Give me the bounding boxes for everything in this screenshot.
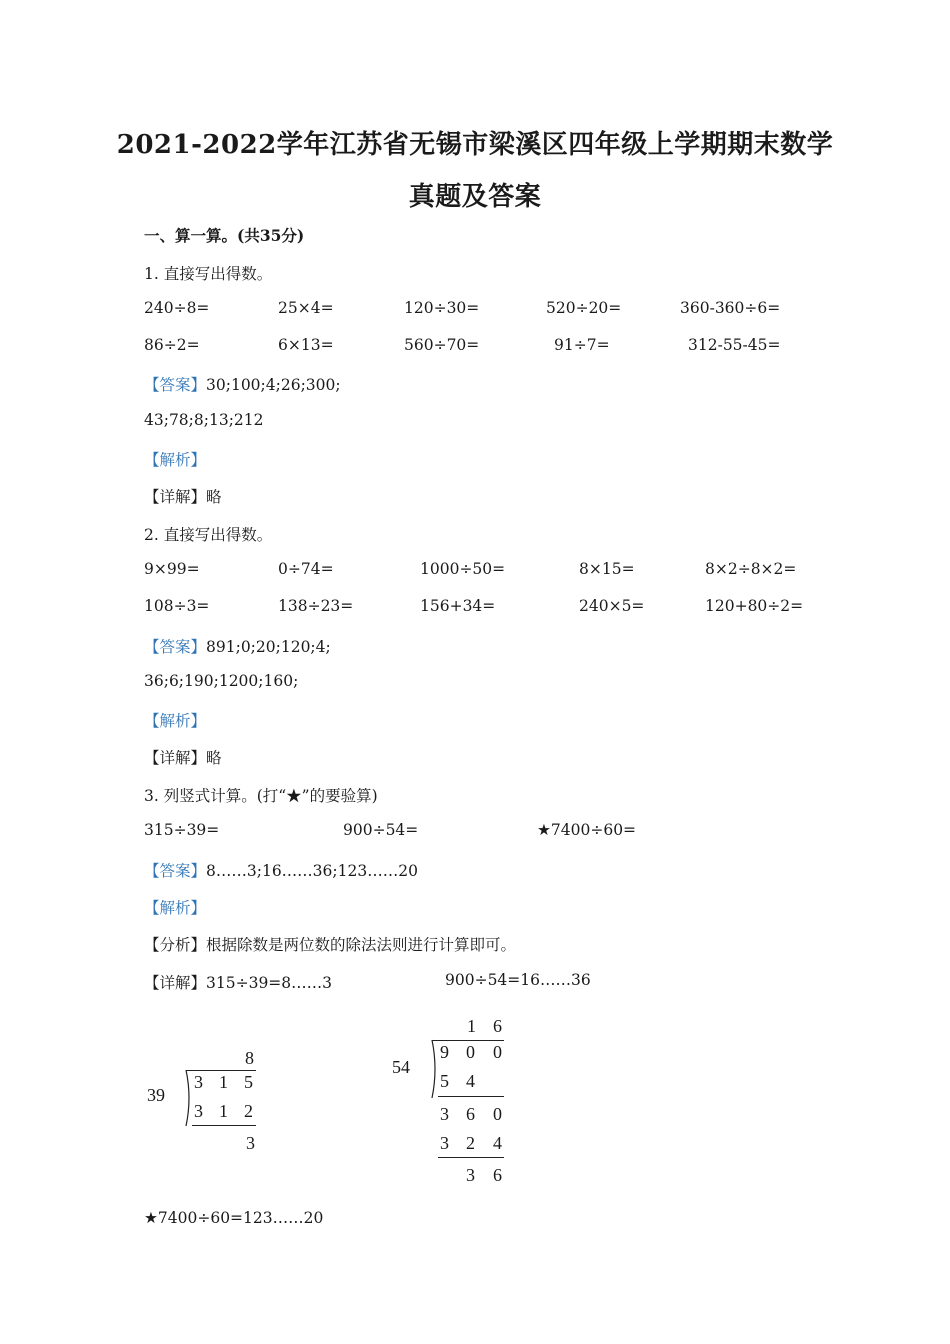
answer-tag: 【答案】: [144, 376, 207, 394]
product-digit: 1: [219, 1101, 228, 1121]
dividend-digit: 5: [244, 1072, 253, 1092]
q1-expression: 240÷8=: [144, 299, 210, 317]
detail-text: 略: [206, 488, 222, 506]
product-digit: 3: [440, 1133, 449, 1153]
fenxi-text: 根据除数是两位数的除法法则进行计算即可。: [206, 936, 517, 954]
document-title-line2: 真题及答案: [408, 182, 542, 212]
division-bar: [432, 1040, 504, 1041]
question-2-prompt: 2. 直接写出得数。: [144, 526, 273, 544]
answer-text: 891;0;20;120;4;: [206, 638, 331, 656]
dividend-digit: 9: [440, 1042, 449, 1062]
q1-answer-line2: 43;78;8;13;212: [144, 411, 264, 429]
remainder-digit: 3: [466, 1165, 475, 1185]
remainder-digit: 3: [246, 1133, 255, 1153]
q2-expression: 9×99=: [144, 560, 200, 578]
q2-expression: 138÷23=: [278, 597, 354, 615]
quotient-digit: 1: [467, 1016, 476, 1036]
q2-expression: 8×15=: [579, 560, 635, 578]
quotient-digit: 8: [245, 1048, 254, 1068]
document-title-line1: 2021-2022学年江苏省无锡市梁溪区四年级上学期期末数学: [116, 130, 834, 160]
q1-expression: 560÷70=: [404, 336, 480, 354]
product-digit: 5: [440, 1071, 449, 1091]
detail-tag: 【详解】: [144, 488, 207, 506]
dividend-digit: 1: [219, 1072, 228, 1092]
q3-fenxi: [144, 933, 516, 955]
divisor: 54: [392, 1057, 410, 1077]
q3-expression: ★7400÷60=: [537, 821, 637, 839]
subtraction-line: [192, 1125, 256, 1126]
quotient-digit: 6: [493, 1016, 502, 1036]
q2-expression: 108÷3=: [144, 597, 210, 615]
section-heading: 一、算一算。(共35分): [144, 226, 305, 245]
q1-expression: 6×13=: [278, 336, 334, 354]
q2-analysis-tag: 【解析】: [144, 712, 207, 730]
division-bracket: [428, 1040, 438, 1098]
q1-analysis-tag: 【解析】: [144, 451, 207, 469]
q1-expression: 360-360÷6=: [680, 299, 781, 317]
remainder-digit: 6: [493, 1165, 502, 1185]
q3-answer: [144, 859, 418, 881]
fenxi-tag: 【分析】: [144, 936, 207, 954]
q2-detail: [144, 746, 222, 768]
q1-expression: 25×4=: [278, 299, 334, 317]
product-digit: 2: [244, 1101, 253, 1121]
q3-expression: 900÷54=: [343, 821, 419, 839]
q3-star-result: ★7400÷60=123……20: [144, 1209, 324, 1227]
q2-expression: 120+80÷2=: [705, 597, 804, 615]
q3-detail-second: 900÷54=16……36: [445, 971, 591, 989]
q1-detail: [144, 485, 222, 507]
divisor: 39: [147, 1085, 165, 1105]
partial-digit: 3: [440, 1104, 449, 1124]
q1-expression: 520÷20=: [546, 299, 622, 317]
division-bar: [186, 1070, 256, 1071]
q3-expression: 315÷39=: [144, 821, 220, 839]
division-bracket: [182, 1070, 192, 1126]
answer-text: 8……3;16……36;123……20: [206, 862, 418, 880]
answer-tag: 【答案】: [144, 638, 207, 656]
product-digit: 3: [194, 1101, 203, 1121]
q1-expression: 312-55-45=: [688, 336, 781, 354]
dividend-digit: 0: [466, 1042, 475, 1062]
q1-expression: 86÷2=: [144, 336, 200, 354]
q2-answer-line2: 36;6;190;1200;160;: [144, 672, 299, 690]
subtraction-line: [438, 1157, 504, 1158]
product-digit: 4: [466, 1071, 475, 1091]
dividend-digit: 3: [194, 1072, 203, 1092]
product-digit: 2: [466, 1133, 475, 1153]
partial-digit: 6: [466, 1104, 475, 1124]
question-3-prompt: 3. 列竖式计算。(打“★”的要验算): [144, 787, 378, 805]
detail-tag: 【详解】: [144, 974, 207, 992]
question-1-prompt: 1. 直接写出得数。: [144, 265, 273, 283]
subtraction-line: [438, 1096, 504, 1097]
answer-tag: 【答案】: [144, 862, 207, 880]
q1-expression: 120÷30=: [404, 299, 480, 317]
q2-answer: [144, 635, 331, 657]
q2-expression: 8×2÷8×2=: [705, 560, 797, 578]
detail-tag: 【详解】: [144, 749, 207, 767]
q3-detail: [144, 971, 332, 993]
partial-digit: 0: [493, 1104, 502, 1124]
q1-answer: [144, 373, 341, 395]
dividend-digit: 0: [493, 1042, 502, 1062]
answer-text: 30;100;4;26;300;: [206, 376, 341, 394]
q2-expression: 240×5=: [579, 597, 645, 615]
detail-text: 略: [206, 749, 222, 767]
q2-expression: 156+34=: [420, 597, 496, 615]
q3-analysis-tag: 【解析】: [144, 899, 207, 917]
q1-expression: 91÷7=: [554, 336, 610, 354]
product-digit: 4: [493, 1133, 502, 1153]
q2-expression: 1000÷50=: [420, 560, 506, 578]
q2-expression: 0÷74=: [278, 560, 334, 578]
detail-text: 315÷39=8……3: [206, 974, 333, 992]
